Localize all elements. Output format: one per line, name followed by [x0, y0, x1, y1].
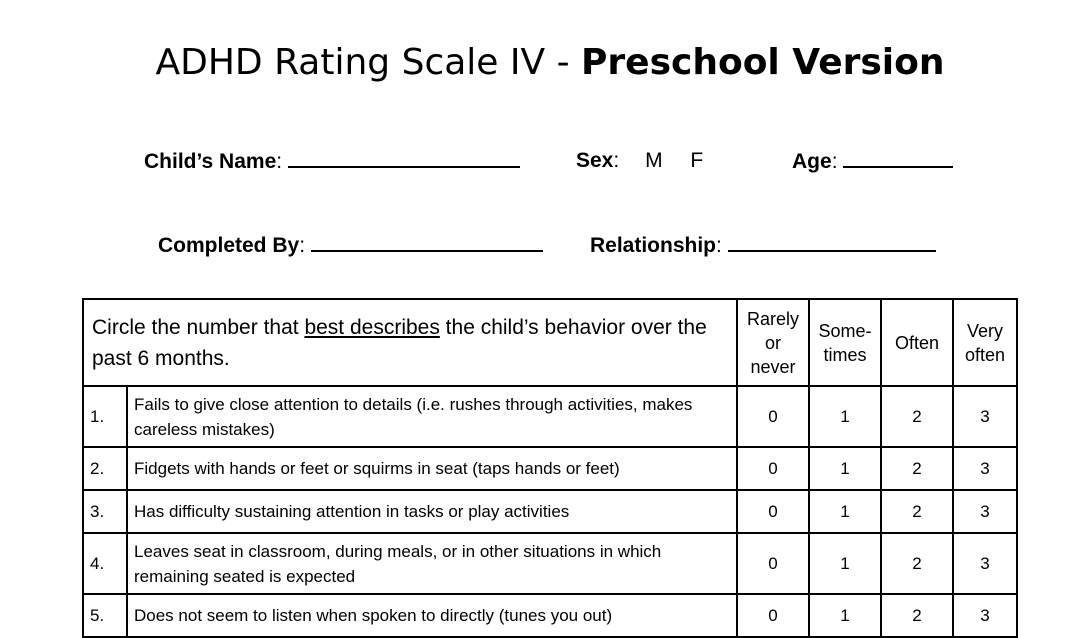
- instruction-underlined: best describes: [304, 315, 440, 339]
- child-name-label: Child’s Name: [144, 150, 277, 173]
- item-text: Fidgets with hands or feet or squirms in seat (taps hands or feet): [127, 447, 737, 490]
- age-field: [792, 148, 953, 175]
- item-number: 5.: [83, 594, 127, 637]
- age-input-line[interactable]: [843, 148, 953, 168]
- child-name-field: [144, 148, 520, 175]
- score-option[interactable]: 1: [809, 386, 881, 447]
- score-option[interactable]: 0: [737, 490, 809, 533]
- item-number: 4.: [83, 533, 127, 594]
- age-colon: :: [831, 150, 838, 173]
- completed-by-input-line[interactable]: [311, 232, 543, 252]
- instruction-text-start: Circle the number that: [92, 315, 305, 339]
- table-row: [83, 594, 1017, 637]
- column-header-line: Very: [967, 320, 1004, 341]
- sex-option-f[interactable]: F: [690, 149, 704, 172]
- item-text: Fails to give close attention to details (i.e. rushes through activities, makes careless mistakes): [127, 386, 737, 447]
- item-number: 3.: [83, 490, 127, 533]
- instruction-text-end: the child’s behavior over the past 6 months.: [92, 315, 707, 370]
- sex-label: Sex: [576, 149, 614, 172]
- score-option[interactable]: 3: [953, 447, 1017, 490]
- relationship-colon: :: [716, 234, 722, 257]
- item-text: Does not seem to listen when spoken to directly (tunes you out): [127, 594, 737, 637]
- instruction-cell: [83, 299, 737, 386]
- relationship-field: [590, 232, 936, 259]
- table-row: [83, 490, 1017, 533]
- page-title: [0, 38, 1082, 88]
- score-option[interactable]: 3: [953, 533, 1017, 594]
- score-option[interactable]: 0: [737, 533, 809, 594]
- column-header-often: [881, 299, 953, 386]
- score-option[interactable]: 2: [881, 533, 953, 594]
- score-option[interactable]: 3: [953, 490, 1017, 533]
- child-name-colon: :: [276, 150, 283, 173]
- completed-by-field: [158, 232, 543, 259]
- completed-by-colon: :: [299, 234, 306, 257]
- relationship-input-line[interactable]: [728, 232, 936, 252]
- item-text: Has difficulty sustaining attention in tasks or play activities: [127, 490, 737, 533]
- item-text: Leaves seat in classroom, during meals, or in other situations in which remaining seated is expected: [127, 533, 737, 594]
- rating-table: [82, 298, 1018, 638]
- score-option[interactable]: 0: [737, 447, 809, 490]
- table-row: [83, 533, 1017, 594]
- item-number: 1.: [83, 386, 127, 447]
- column-header-sometimes: [809, 299, 881, 386]
- score-option[interactable]: 1: [809, 490, 881, 533]
- table-header-row: [83, 299, 1017, 386]
- score-option[interactable]: 2: [881, 594, 953, 637]
- item-number: 2.: [83, 447, 127, 490]
- score-option[interactable]: 1: [809, 447, 881, 490]
- column-header-line: Some-: [818, 320, 872, 341]
- column-header-line: Often: [895, 332, 940, 353]
- column-header-rarely-or-never: [737, 299, 809, 386]
- column-header-line: often: [964, 344, 1006, 365]
- title-bold: Preschool Version: [581, 42, 945, 83]
- score-option[interactable]: 1: [809, 594, 881, 637]
- score-option[interactable]: 2: [881, 386, 953, 447]
- sex-colon: :: [613, 149, 620, 172]
- relationship-label: Relationship: [590, 234, 717, 257]
- column-header-line: times: [823, 344, 867, 365]
- score-option[interactable]: 0: [737, 594, 809, 637]
- child-name-input-line[interactable]: [288, 148, 520, 168]
- column-header-line: Rarely: [747, 308, 800, 329]
- age-label: Age: [792, 150, 832, 173]
- sex-option-m[interactable]: M: [645, 149, 663, 172]
- column-header-line: never: [750, 356, 796, 377]
- score-option[interactable]: 3: [953, 386, 1017, 447]
- score-option[interactable]: 2: [881, 490, 953, 533]
- column-header-very-often: [953, 299, 1017, 386]
- score-option[interactable]: 2: [881, 447, 953, 490]
- table-row: [83, 386, 1017, 447]
- sex-field: [576, 148, 703, 174]
- score-option[interactable]: 1: [809, 533, 881, 594]
- completed-by-label: Completed By: [158, 234, 300, 257]
- table-row: [83, 447, 1017, 490]
- score-option[interactable]: 0: [737, 386, 809, 447]
- score-option[interactable]: 3: [953, 594, 1017, 637]
- title-regular: ADHD Rating Scale IV -: [155, 42, 582, 83]
- column-header-line: or: [765, 332, 782, 353]
